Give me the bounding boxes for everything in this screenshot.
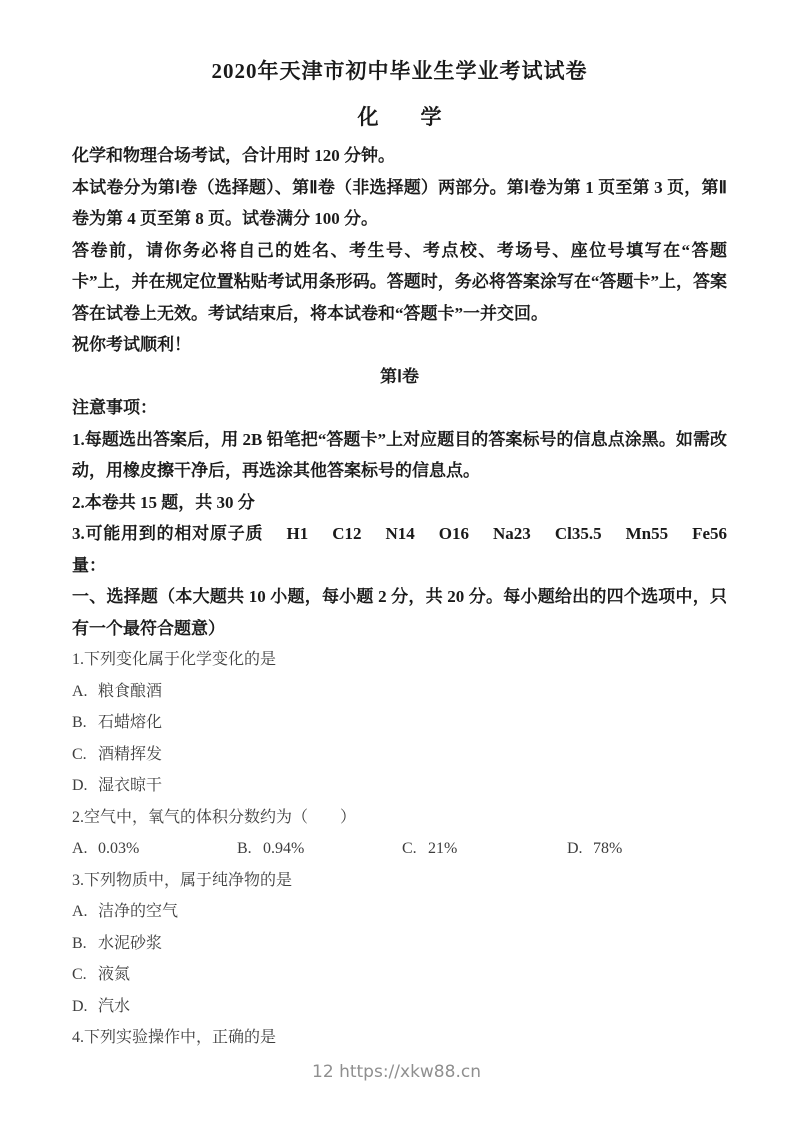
question-3-option-a — [72, 896, 727, 928]
option-text: 水泥砂浆 — [98, 934, 163, 952]
intro-paragraph-answer-sheet: 答卷前，请你务必将自己的姓名、考生号、考点校、考场号、座位号填写在“答题卡”上，并在规定位置粘贴考试用条形码。答题时，务必将答案涂写在“答题卡”上，答案答在试卷上无效。考试结束后，将本试卷和“答题卡”一并交回。 — [72, 240, 727, 323]
notices-title: 注意事项： — [72, 398, 157, 417]
option-letter: C. — [72, 745, 87, 763]
question-4 — [72, 1022, 727, 1054]
atomic-masses-label: 3.可能用到的相对原子质量： — [72, 524, 263, 575]
question-3-option-c — [72, 959, 727, 991]
option-letter: C. — [72, 966, 87, 983]
subject-title: 化 学 — [357, 105, 442, 129]
option-text: 78% — [593, 840, 623, 857]
option-text: 石蜡熔化 — [98, 714, 163, 731]
intro-paragraph-structure: 本试卷分为第Ⅰ卷（选择题）、第Ⅱ卷（非选择题）两部分。第Ⅰ卷为第 1 页至第 3 页，第Ⅱ卷为第 4 页至第 8 页。试卷满分 100 分。 — [72, 177, 727, 228]
page-title: 2020年天津市初中毕业生学业考试试卷 — [211, 59, 588, 83]
atomic-mass-value: Na23 — [493, 524, 531, 543]
option-letter: D. — [72, 997, 88, 1015]
option-text: 洁净的空气 — [98, 903, 179, 920]
option-text: 0.03% — [98, 840, 140, 857]
option-text: 粮食酿酒 — [98, 682, 163, 700]
question-1-option-a — [72, 676, 727, 708]
option-text: 酒精挥发 — [98, 745, 163, 763]
atomic-mass-value: H1 — [286, 524, 309, 543]
choice-section-heading: 一、选择题（本大题共 10 小题，每小题 2 分，共 20 分。每小题给出的四个选项中，只有一个最符合题意） — [72, 587, 727, 638]
option-text: 湿衣晾干 — [98, 777, 163, 794]
option-letter: A. — [72, 682, 88, 700]
part1-heading: 第Ⅰ卷 — [379, 366, 419, 386]
option-letter: A. — [72, 903, 88, 920]
question-1-option-c — [72, 739, 727, 771]
option-text: 汽水 — [98, 997, 131, 1015]
question-1 — [72, 644, 727, 802]
option-letter: C. — [402, 840, 417, 857]
atomic-mass-value: O16 — [438, 524, 470, 543]
question-2-option-c — [402, 833, 567, 865]
atomic-mass-value: Cl35.5 — [554, 524, 602, 543]
option-letter: B. — [237, 840, 252, 857]
question-1-option-d — [72, 770, 727, 802]
option-text: 0.94% — [263, 840, 305, 857]
notice-item-1: 1.每题选出答案后，用 2B 铅笔把“答题卡”上对应题目的答案标号的信息点涂黑。如需改动，用橡皮擦干净后，再选涂其他答案标号的信息点。 — [72, 429, 727, 480]
intro-paragraph-exam-time: 化学和物理合场考试，合计用时 120 分钟。 — [72, 146, 395, 165]
intro-paragraph-good-luck: 祝你考试顺利！ — [72, 335, 191, 354]
question-2-option-d — [567, 833, 732, 865]
option-text: 21% — [428, 840, 458, 857]
question-2-option-a — [72, 833, 237, 865]
option-text: 液氮 — [98, 966, 131, 983]
question-2-options-row — [72, 833, 727, 865]
question-1-option-b — [72, 707, 727, 739]
question-3 — [72, 865, 727, 1023]
option-letter: D. — [567, 840, 583, 857]
footer-page-url: 12 https://xkw88.cn — [312, 1062, 481, 1082]
question-stem: 4.下列实验操作中，正确的是 — [72, 1029, 277, 1046]
option-letter: B. — [72, 934, 87, 952]
atomic-mass-value: C12 — [332, 524, 362, 543]
atomic-mass-value: Mn55 — [625, 524, 669, 543]
option-letter: B. — [72, 714, 87, 731]
question-3-option-b — [72, 928, 727, 960]
question-stem: 1.下列变化属于化学变化的是 — [72, 651, 277, 668]
atomic-mass-value: N14 — [385, 524, 415, 543]
question-2-option-b — [237, 833, 402, 865]
notice-item-2: 2.本卷共 15 题，共 30 分 — [72, 492, 255, 512]
question-2 — [72, 802, 727, 865]
notice-item-3-atomic-masses — [72, 518, 727, 581]
atomic-mass-value: Fe56 — [692, 524, 727, 543]
option-letter: D. — [72, 777, 88, 794]
question-3-option-d — [72, 991, 727, 1023]
option-letter: A. — [72, 840, 88, 857]
question-stem: 2.空气中，氧气的体积分数约为（ ） — [72, 808, 357, 826]
question-stem: 3.下列物质中，属于纯净物的是 — [72, 871, 293, 889]
